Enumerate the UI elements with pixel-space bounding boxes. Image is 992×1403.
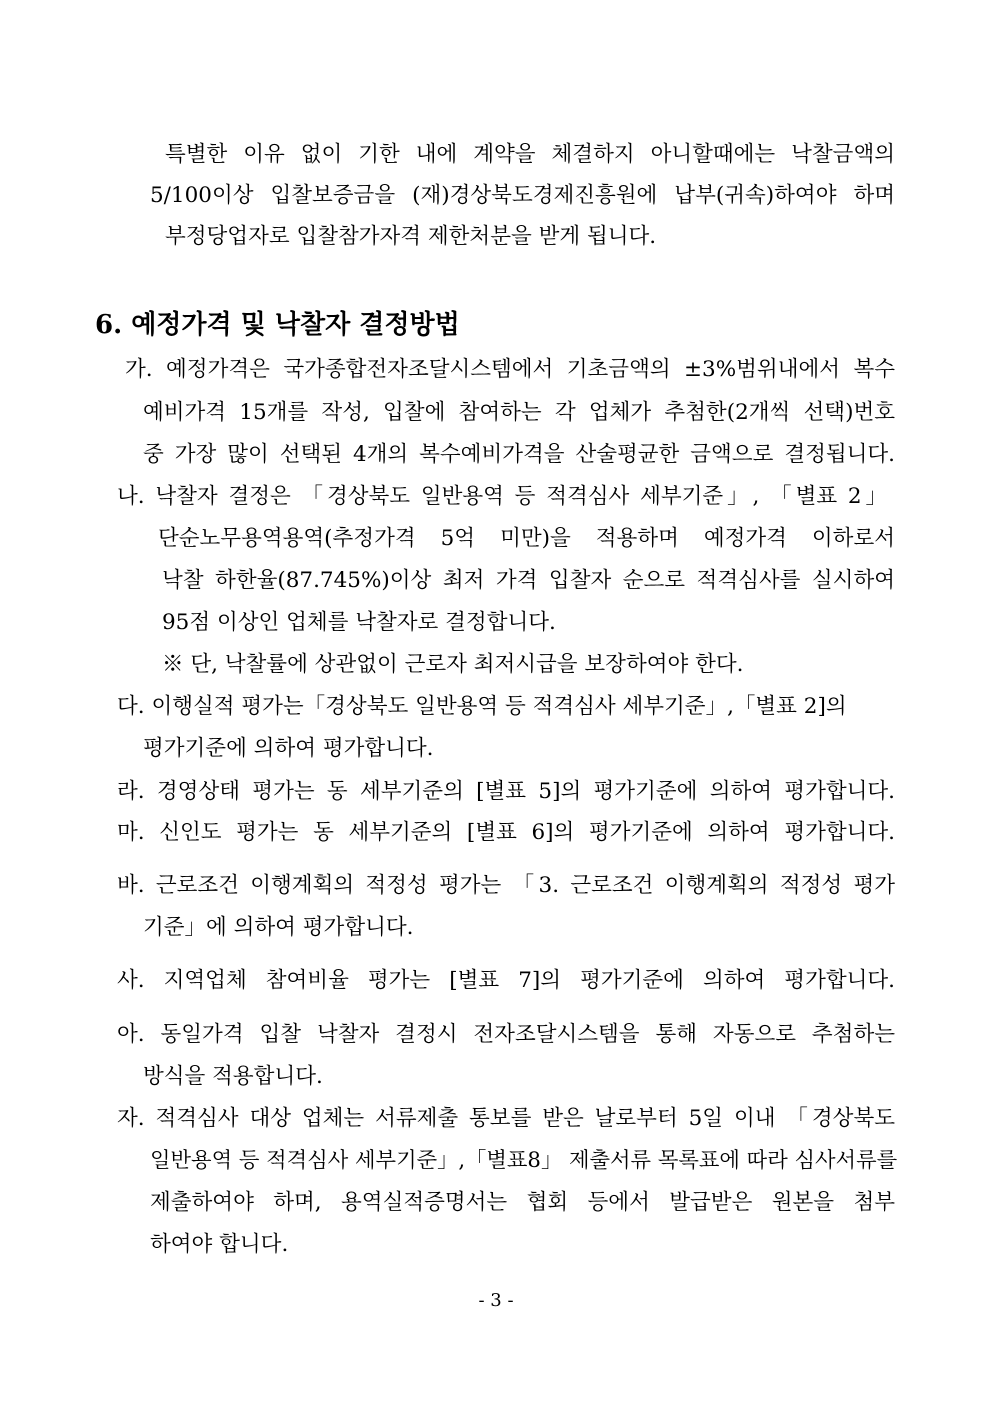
intro-line-3: 부정당업자로 입찰참가자격 제한처분을 받게 됩니다. xyxy=(165,224,657,249)
item-ja-line-2: 일반용역 등 적격심사 세부기준」,「별표8」 제출서류 목록표에 따라 심사서류를 xyxy=(150,1148,898,1173)
item-ja-line-3: 제출하여야 하며, 용역실적증명서는 협회 등에서 발급받은 원본을 첨부 xyxy=(150,1190,895,1215)
item-ra: 라. 경영상태 평가는 동 세부기준의 [별표 5]의 평가기준에 의하여 평가합니다. xyxy=(117,779,895,804)
intro-line-1: 특별한 이유 없이 기한 내에 계약을 체결하지 아니할때에는 낙찰금액의 xyxy=(165,142,895,167)
item-na-line-1: 나. 낙찰자 결정은 「경상북도 일반용역 등 적격심사 세부기준」, 「별표 2」 xyxy=(117,484,887,509)
intro-line-2: 5/100이상 입찰보증금을 (재)경상북도경제진흥원에 납부(귀속)하여야 하며 xyxy=(150,183,895,208)
section-title: 6. 예정가격 및 낙찰자 결정방법 xyxy=(95,310,460,340)
item-ja-line-1: 자. 적격심사 대상 업체는 서류제출 통보를 받은 날로부터 5일 이내 「경상북도 xyxy=(117,1106,895,1131)
item-na-line-2: 단순노무용역용역(추정가격 5억 미만)을 적용하며 예정가격 이하로서 xyxy=(158,526,895,551)
item-ba-line-1: 바. 근로조건 이행계획의 적정성 평가는 「3. 근로조건 이행계획의 적정성 평가 xyxy=(117,873,895,898)
item-da-line-1: 다. 이행실적 평가는「경상북도 일반용역 등 적격심사 세부기준」,「별표 2]의 xyxy=(117,694,847,719)
item-ja-line-4: 하여야 합니다. xyxy=(150,1232,289,1257)
item-da-line-2: 평가기준에 의하여 평가합니다. xyxy=(143,736,434,761)
item-sa: 사. 지역업체 참여비율 평가는 [별표 7]의 평가기준에 의하여 평가합니다. xyxy=(117,968,895,993)
page-number: - 3 - xyxy=(478,1290,514,1311)
item-ma: 마. 신인도 평가는 동 세부기준의 [별표 6]의 평가기준에 의하여 평가합니다. xyxy=(117,820,895,845)
item-na-line-4: 95점 이상인 업체를 낙찰자로 결정합니다. xyxy=(162,610,556,635)
item-ga-line-3: 중 가장 많이 선택된 4개의 복수예비가격을 산술평균한 금액으로 결정됩니다. xyxy=(143,442,895,467)
item-a-line-1: 아. 동일가격 입찰 낙찰자 결정시 전자조달시스템을 통해 자동으로 추첨하는 xyxy=(117,1022,895,1047)
item-ga-line-2: 예비가격 15개를 작성, 입찰에 참여하는 각 업체가 추첨한(2개씩 선택)번호 xyxy=(143,400,895,425)
item-a-line-2: 방식을 적용합니다. xyxy=(143,1064,323,1089)
item-na-line-3: 낙찰 하한율(87.745%)이상 최저 가격 입찰자 순으로 적격심사를 실시하여 xyxy=(162,568,895,593)
item-ba-line-2: 기준」에 의하여 평가합니다. xyxy=(143,915,414,940)
item-na-note: ※ 단, 낙찰률에 상관없이 근로자 최저시급을 보장하여야 한다. xyxy=(162,652,744,677)
item-ga-line-1: 가. 예정가격은 국가종합전자조달시스템에서 기초금액의 ±3%범위내에서 복수 xyxy=(125,357,895,382)
